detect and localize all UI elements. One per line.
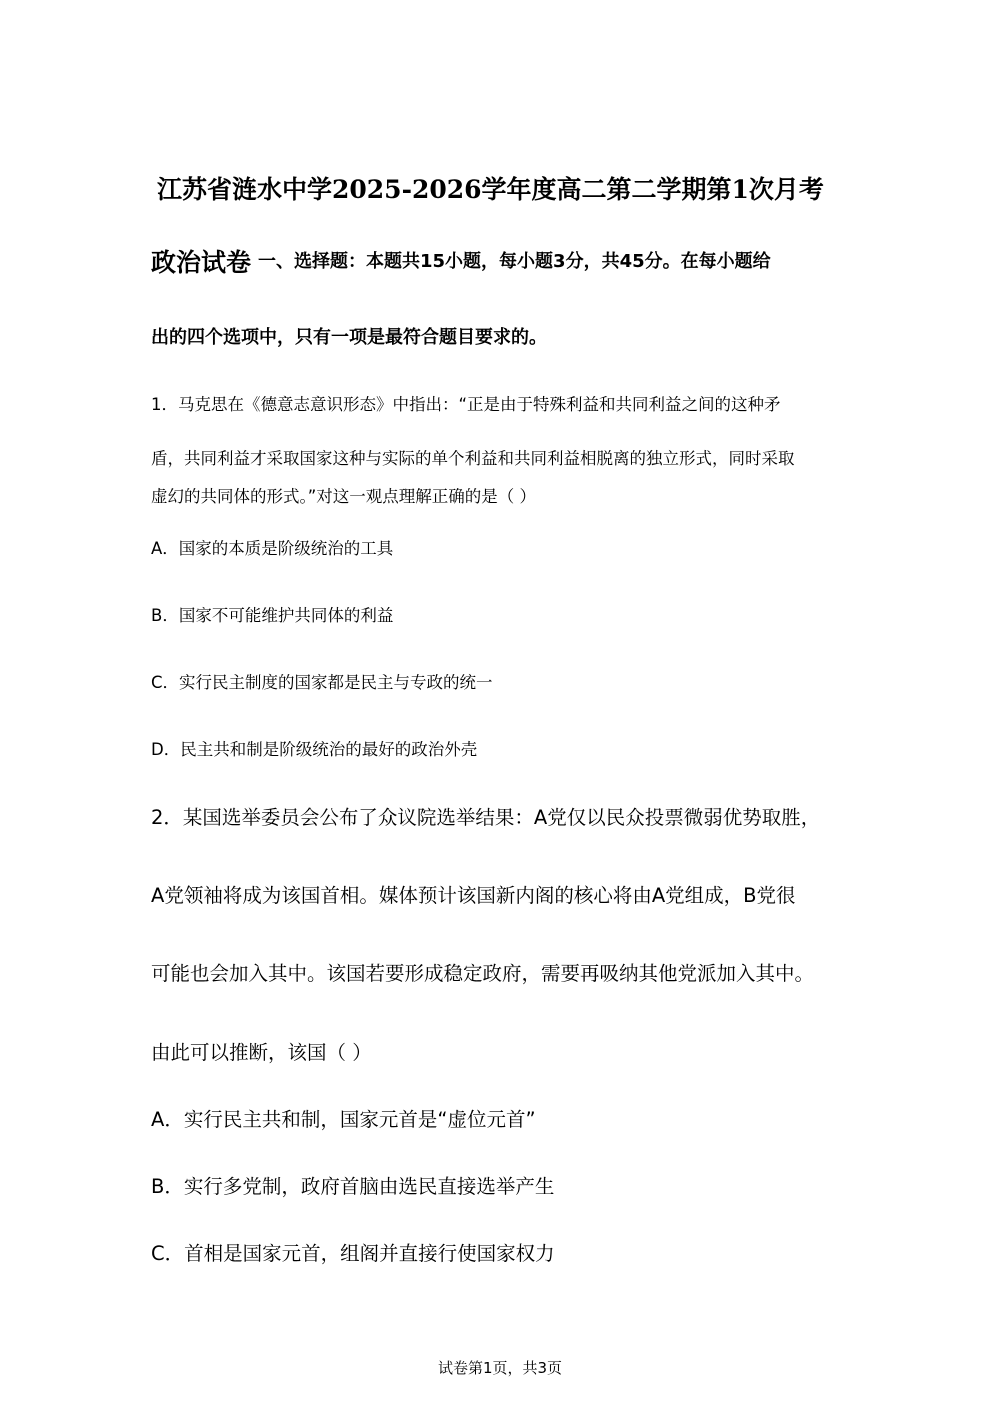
question-2-option-c: C．首相是国家元首，组阁并直接行使国家权力 bbox=[151, 1242, 555, 1265]
section-instructions-part1: 一、选择题：本题共15小题，每小题3分，共45分。在每小题给 bbox=[258, 251, 771, 272]
exam-title-line1: 江苏省涟水中学2025-2026学年度高二第二学期第1次月考 bbox=[157, 175, 824, 204]
question-1-line-2: 盾，共同利益才采取国家这种与实际的单个利益和共同利益相脱离的独立形式，同时采取 bbox=[151, 449, 795, 468]
question-1-option-a: A．国家的本质是阶级统治的工具 bbox=[151, 539, 394, 558]
question-2-line-2: A党领袖将成为该国首相。媒体预计该国新内阁的核心将由A党组成，B党很 bbox=[151, 884, 796, 907]
question-1-option-d: D．民主共和制是阶级统治的最好的政治外壳 bbox=[151, 740, 478, 759]
question-1-option-b: B．国家不可能维护共同体的利益 bbox=[151, 606, 394, 625]
question-2-option-b: B．实行多党制，政府首脑由选民直接选举产生 bbox=[151, 1175, 555, 1198]
question-1-option-c: C．实行民主制度的国家都是民主与专政的统一 bbox=[151, 673, 493, 692]
question-1-line-3: 虚幻的共同体的形式。”对这一观点理解正确的是（ ） bbox=[151, 487, 537, 506]
exam-title-line2: 政治试卷 bbox=[151, 248, 252, 277]
question-2-line-4: 由此可以推断，该国（ ） bbox=[151, 1041, 372, 1064]
question-2-option-a: A．实行民主共和制，国家元首是“虚位元首” bbox=[151, 1108, 536, 1131]
question-2-line-3: 可能也会加入其中。该国若要形成稳定政府，需要再吸纳其他党派加入其中。 bbox=[151, 962, 815, 985]
section-instructions-part2: 出的四个选项中，只有一项是最符合题目要求的。 bbox=[151, 327, 547, 348]
question-1-line-1: 1．马克思在《德意志意识形态》中指出：“正是由于特殊利益和共同利益之间的这种矛 bbox=[151, 395, 781, 414]
question-2-line-1: 2．某国选举委员会公布了众议院选举结果：A党仅以民众投票微弱优势取胜， bbox=[151, 806, 821, 829]
page-number-footer: 试卷第1页，共3页 bbox=[437, 1359, 563, 1377]
